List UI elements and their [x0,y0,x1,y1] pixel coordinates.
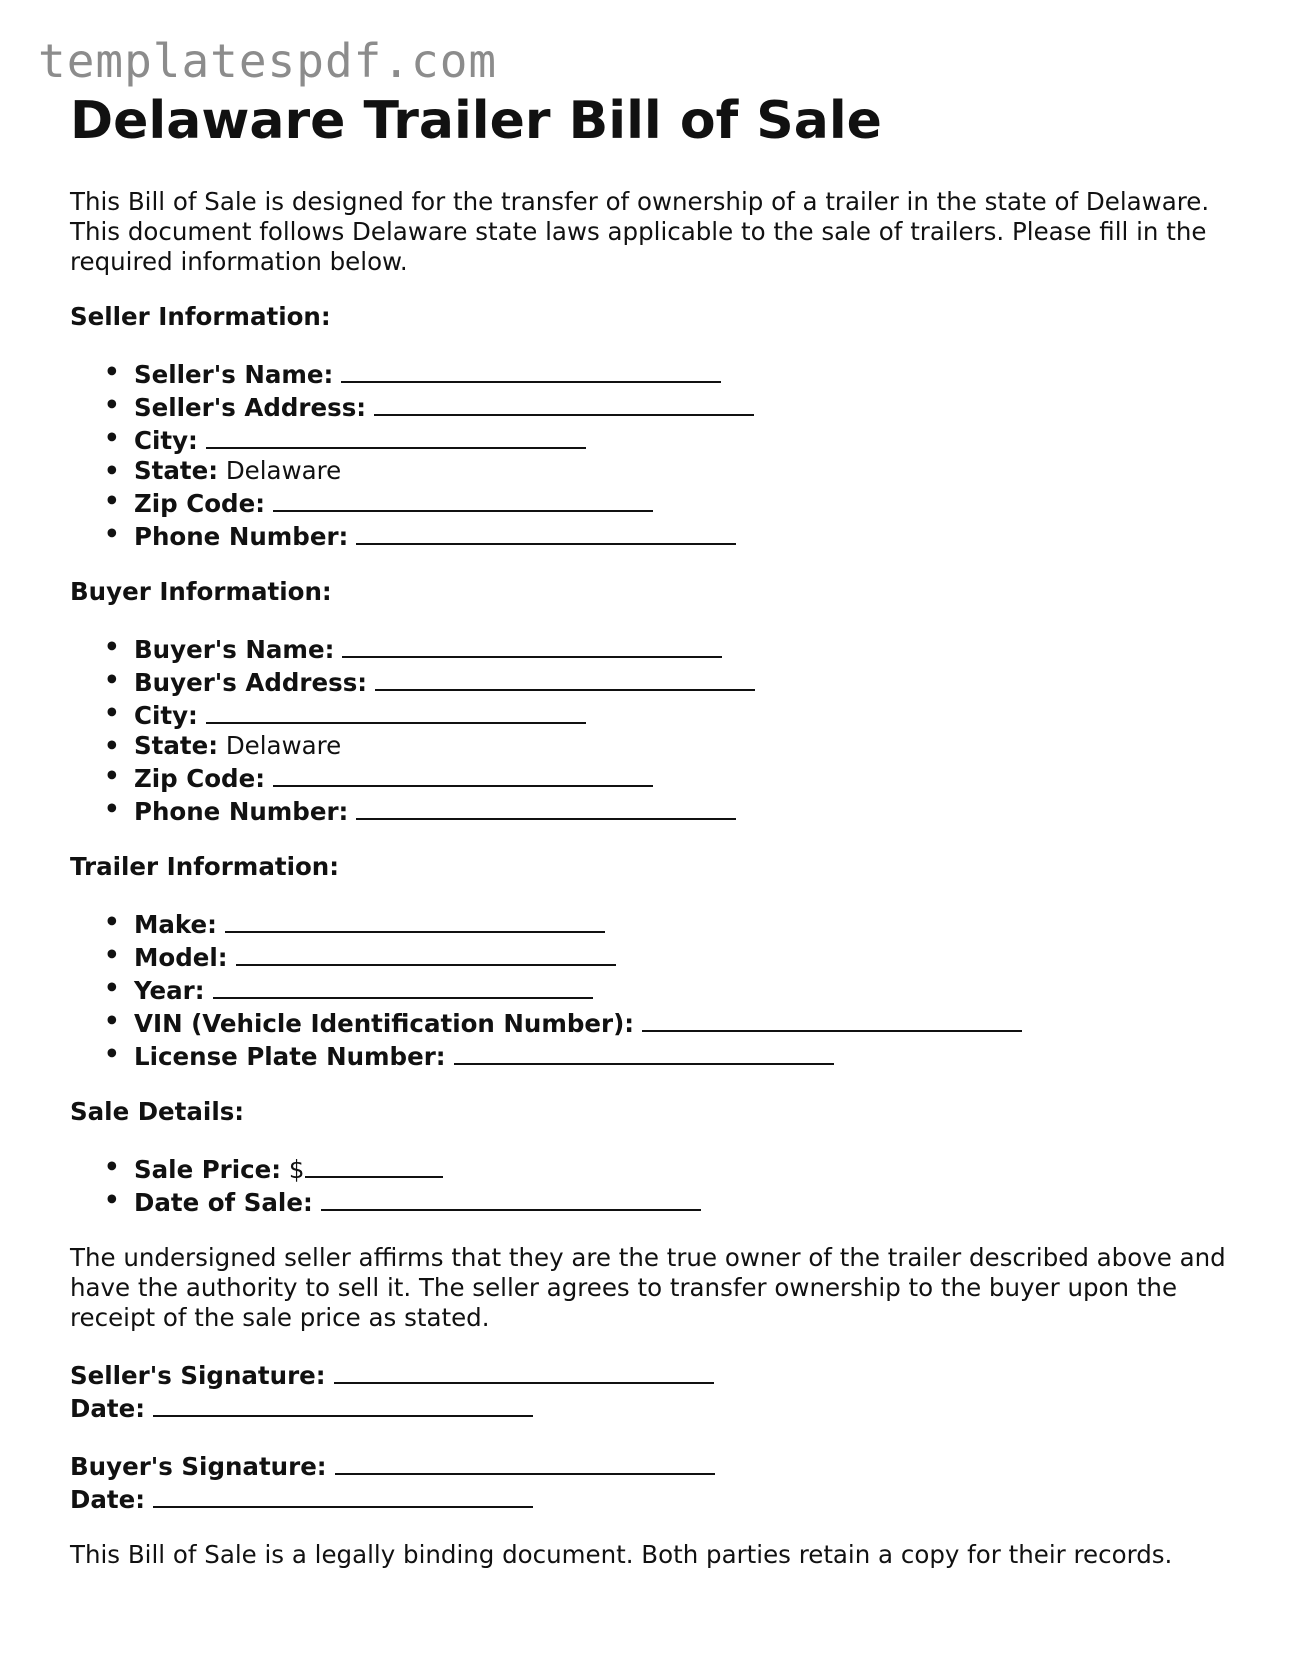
trailer-model-field [134,940,1230,973]
buyer-city-field [134,698,1230,731]
seller-address-blank[interactable] [374,390,754,416]
seller-state-label: State: [134,456,219,485]
sale-date-field [134,1185,1230,1218]
seller-city-label: City: [134,426,198,455]
buyer-phone-label: Phone Number: [134,797,349,826]
seller-city-blank[interactable] [206,423,586,449]
buyer-state-value: Delaware [225,731,342,760]
seller-signature-block [70,1358,1230,1424]
buyer-signature-row [70,1449,1230,1482]
sale-date-blank[interactable] [321,1185,701,1211]
buyer-zip-blank[interactable] [273,761,653,787]
trailer-make-blank[interactable] [225,907,605,933]
seller-address-field [134,390,1230,423]
seller-state-value: Delaware [225,456,342,485]
seller-phone-label: Phone Number: [134,522,349,551]
seller-signature-label: Seller's Signature: [70,1361,326,1390]
trailer-section-heading: Trailer Information: [70,852,340,881]
trailer-vin-label: VIN (Vehicle Identification Number): [134,1009,635,1038]
currency-symbol: $ [288,1155,305,1184]
trailer-model-label: Model: [134,943,228,972]
seller-zip-label: Zip Code: [134,489,265,518]
seller-name-label: Seller's Name: [134,360,334,389]
seller-signature-blank[interactable] [334,1358,714,1384]
buyer-name-blank[interactable] [342,632,722,658]
seller-name-field [134,357,1230,390]
buyer-date-row [70,1482,1230,1515]
trailer-year-label: Year: [134,976,205,1005]
trailer-year-field [134,973,1230,1006]
buyer-signature-block [70,1449,1230,1515]
seller-address-label: Seller's Address: [134,393,367,422]
affirmation-paragraph: The undersigned seller affirms that they are the true owner of the trailer described above and have the authority to sell it. The seller agrees to transfer ownership to the buyer upon the receipt of the sale price as stated. [70,1243,1226,1332]
seller-phone-blank[interactable] [356,519,736,545]
seller-zip-field [134,486,1230,519]
trailer-fields-list [70,907,1230,1072]
sale-price-field [134,1152,1230,1185]
trailer-vin-blank[interactable] [642,1006,1022,1032]
trailer-make-label: Make: [134,910,217,939]
buyer-name-label: Buyer's Name: [134,635,335,664]
trailer-plate-blank[interactable] [454,1039,834,1065]
seller-state-field [134,456,1230,486]
trailer-model-blank[interactable] [236,940,616,966]
buyer-city-blank[interactable] [206,698,586,724]
sale-price-label: Sale Price: [134,1155,282,1184]
buyer-zip-label: Zip Code: [134,764,265,793]
buyer-zip-field [134,761,1230,794]
buyer-state-label: State: [134,731,219,760]
buyer-address-field [134,665,1230,698]
seller-date-label: Date: [70,1394,145,1423]
seller-date-row [70,1391,1230,1424]
buyer-name-field [134,632,1230,665]
buyer-date-label: Date: [70,1485,145,1514]
seller-section-heading: Seller Information: [70,302,331,331]
seller-name-blank[interactable] [341,357,721,383]
trailer-plate-field [134,1039,1230,1072]
sale-fields-list [70,1152,1230,1218]
buyer-signature-blank[interactable] [335,1449,715,1475]
intro-paragraph: This Bill of Sale is designed for the transfer of ownership of a trailer in the state of Delaware. This document follows Delaware state laws applicable to the sale of trailers. Please fill in the required information below. [70,187,1210,276]
buyer-phone-field [134,794,1230,827]
buyer-section-heading: Buyer Information: [70,577,332,606]
seller-date-blank[interactable] [153,1391,533,1417]
trailer-plate-label: License Plate Number: [134,1042,446,1071]
document-page [70,88,1230,1570]
seller-zip-blank[interactable] [273,486,653,512]
document-title: Delaware Trailer Bill of Sale [70,91,882,151]
seller-city-field [134,423,1230,456]
seller-phone-field [134,519,1230,552]
buyer-phone-blank[interactable] [356,794,736,820]
buyer-signature-label: Buyer's Signature: [70,1452,327,1481]
seller-signature-row [70,1358,1230,1391]
buyer-fields-list [70,632,1230,827]
sale-section-heading: Sale Details: [70,1097,245,1126]
sale-price-blank[interactable] [305,1152,443,1178]
watermark: templatespdf.com [38,34,498,88]
trailer-make-field [134,907,1230,940]
buyer-state-field [134,731,1230,761]
buyer-city-label: City: [134,701,198,730]
buyer-date-blank[interactable] [153,1482,533,1508]
seller-fields-list [70,357,1230,552]
trailer-year-blank[interactable] [213,973,593,999]
trailer-vin-field [134,1006,1230,1039]
buyer-address-label: Buyer's Address: [134,668,368,697]
closing-paragraph: This Bill of Sale is a legally binding document. Both parties retain a copy for their records. [70,1540,1173,1569]
sale-date-label: Date of Sale: [134,1188,313,1217]
buyer-address-blank[interactable] [375,665,755,691]
